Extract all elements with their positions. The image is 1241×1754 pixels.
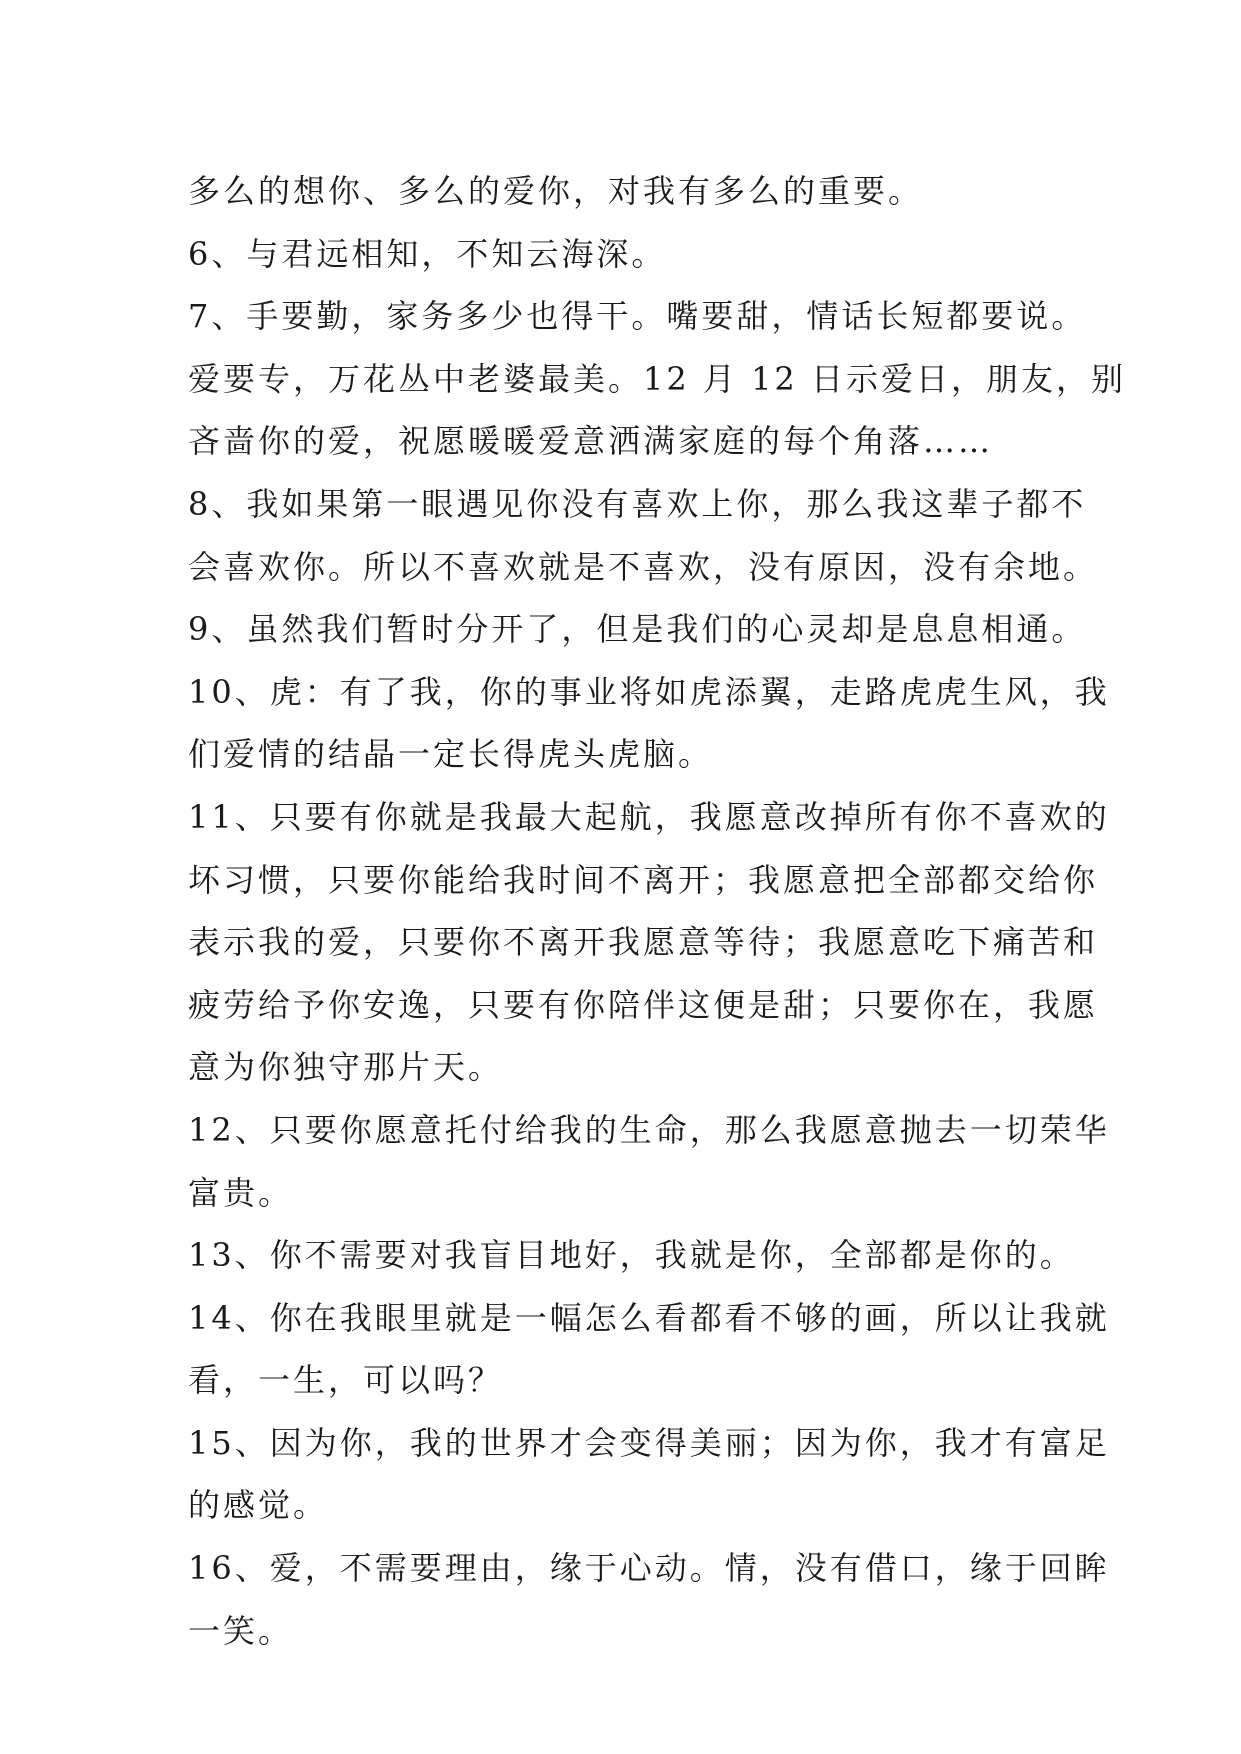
text-line: 14、你在我眼里就是一幅怎么看都看不够的画，所以让我就: [188, 1298, 1110, 1337]
text-line: 6、与君远相知，不知云海深。: [188, 234, 667, 273]
text-line: 8、我如果第一眼遇见你没有喜欢上你，那么我这辈子都不: [188, 484, 1087, 523]
text-line: 的感觉。: [188, 1486, 329, 1525]
text-line: 10、虎：有了我，你的事业将如虎添翼，走路虎虎生风，我: [188, 672, 1110, 711]
text-line: 多么的想你、多么的爱你，对我有多么的重要。: [188, 172, 924, 210]
text-line: 坏习惯，只要你能给我时间不离开；我愿意把全部都交给你: [188, 860, 1099, 899]
text-line: 看，一生，可以吗？: [188, 1361, 504, 1400]
text-line: 12、只要你愿意托付给我的生命，那么我愿意抛去一切荣华: [188, 1110, 1110, 1149]
text-line: 11、只要有你就是我最大起航，我愿意改掉所有你不喜欢的: [188, 797, 1110, 836]
text-line: 13、你不需要对我盲目地好，我就是你，全部都是你的。: [188, 1236, 1075, 1275]
text-line: 疲劳给予你安逸，只要有你陪伴这便是甜；只要你在，我愿: [188, 985, 1099, 1024]
text-line: 9、虽然我们暂时分开了，但是我们的心灵却是息息相通。: [188, 610, 1087, 649]
text-line: 15、因为你，我的世界才会变得美丽；因为你，我才有富足: [188, 1423, 1110, 1462]
text-line: 们爱情的结晶一定长得虎头虎脑。: [188, 735, 714, 774]
text-line: 7、手要勤，家务多少也得干。嘴要甜，情话长短都要说。: [188, 297, 1087, 336]
text-line: 爱要专，万花丛中老婆最美。12 月 12 日示爱日，朋友，别: [188, 359, 1126, 398]
text-line: 意为你独守那片天。: [188, 1048, 504, 1087]
text-line: 吝啬你的爱，祝愿暖暖爱意洒满家庭的每个角落……: [188, 422, 994, 461]
text-line: 富贵。: [188, 1173, 294, 1212]
text-line: 会喜欢你。所以不喜欢就是不喜欢，没有原因，没有余地。: [188, 547, 1099, 586]
text-line: 16、爱，不需要理由，缘于心动。情，没有借口，缘于回眸: [188, 1549, 1110, 1588]
text-line: 一笑。: [188, 1611, 294, 1650]
text-line: 表示我的爱，只要你不离开我愿意等待；我愿意吃下痛苦和: [188, 923, 1099, 962]
document-body: [188, 160, 1126, 1662]
